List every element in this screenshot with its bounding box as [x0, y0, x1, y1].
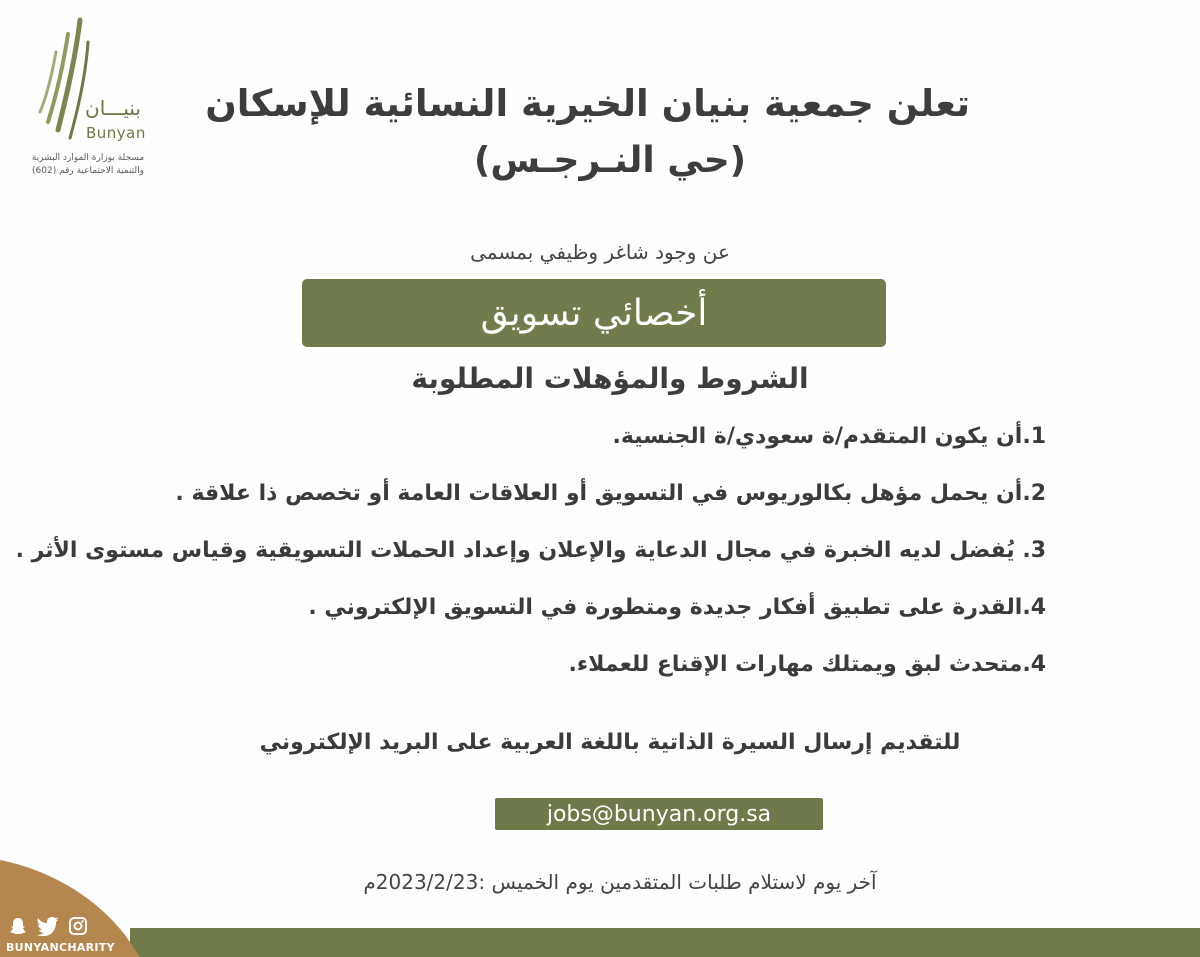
requirement-item: 2.أن يحمل مؤهل بكالوريوس في التسويق أو العلاقات العامة أو تخصص ذا علاقة . — [175, 481, 1046, 506]
logo-name-arabic: بنيـــان — [85, 96, 141, 120]
announcement-headline: تعلن جمعية بنيان الخيرية النسائية للإسكان — [205, 82, 970, 125]
requirement-item: 1.أن يكون المتقدم/ة سعودي/ة الجنسية. — [612, 424, 1046, 449]
requirements-heading: الشروط والمؤهلات المطلوبة — [411, 362, 809, 395]
requirements-list — [15, 420, 1046, 705]
footer-bar — [130, 928, 1200, 957]
contact-email[interactable]: jobs@bunyan.org.sa — [546, 801, 772, 827]
requirement-item: 3. يُفضل لديه الخبرة في مجال الدعاية والإعلان وإعداد الحملات التسويقية وقياس مستوى الأثر . — [15, 538, 1046, 563]
requirement-item: 4.القدرة على تطبيق أفكار جديدة ومتطورة في التسويق الإلكتروني . — [308, 595, 1046, 620]
logo-name-english: Bunyan — [86, 124, 146, 142]
social-icons — [8, 914, 108, 938]
job-title-banner — [302, 279, 886, 347]
logo-registration-line2: والتنمية الاجتماعية رقم (602) — [32, 166, 144, 176]
email-banner — [495, 798, 823, 830]
twitter-icon[interactable] — [36, 916, 60, 936]
instagram-icon[interactable] — [68, 916, 88, 936]
announcement-district: (حي النـرجـس) — [473, 140, 747, 181]
application-deadline: آخر يوم لاستلام طلبات المتقدمين يوم الخميس :2023/2/23م — [363, 870, 877, 894]
vacancy-intro: عن وجود شاغر وظيفي بمسمى — [470, 240, 730, 264]
snapchat-icon[interactable] — [8, 916, 28, 936]
social-handle: BUNYANCHARITY — [6, 941, 115, 954]
apply-instructions: للتقديم إرسال السيرة الذاتية باللغة العربية على البريد الإلكتروني — [259, 730, 961, 755]
job-title: أخصائي تسويق — [480, 292, 708, 334]
requirement-item: 4.متحدث لبق ويمتلك مهارات الإقناع للعملاء. — [568, 652, 1046, 677]
logo-registration-line1: مسجلة بوزارة الموارد البشرية — [31, 153, 145, 163]
